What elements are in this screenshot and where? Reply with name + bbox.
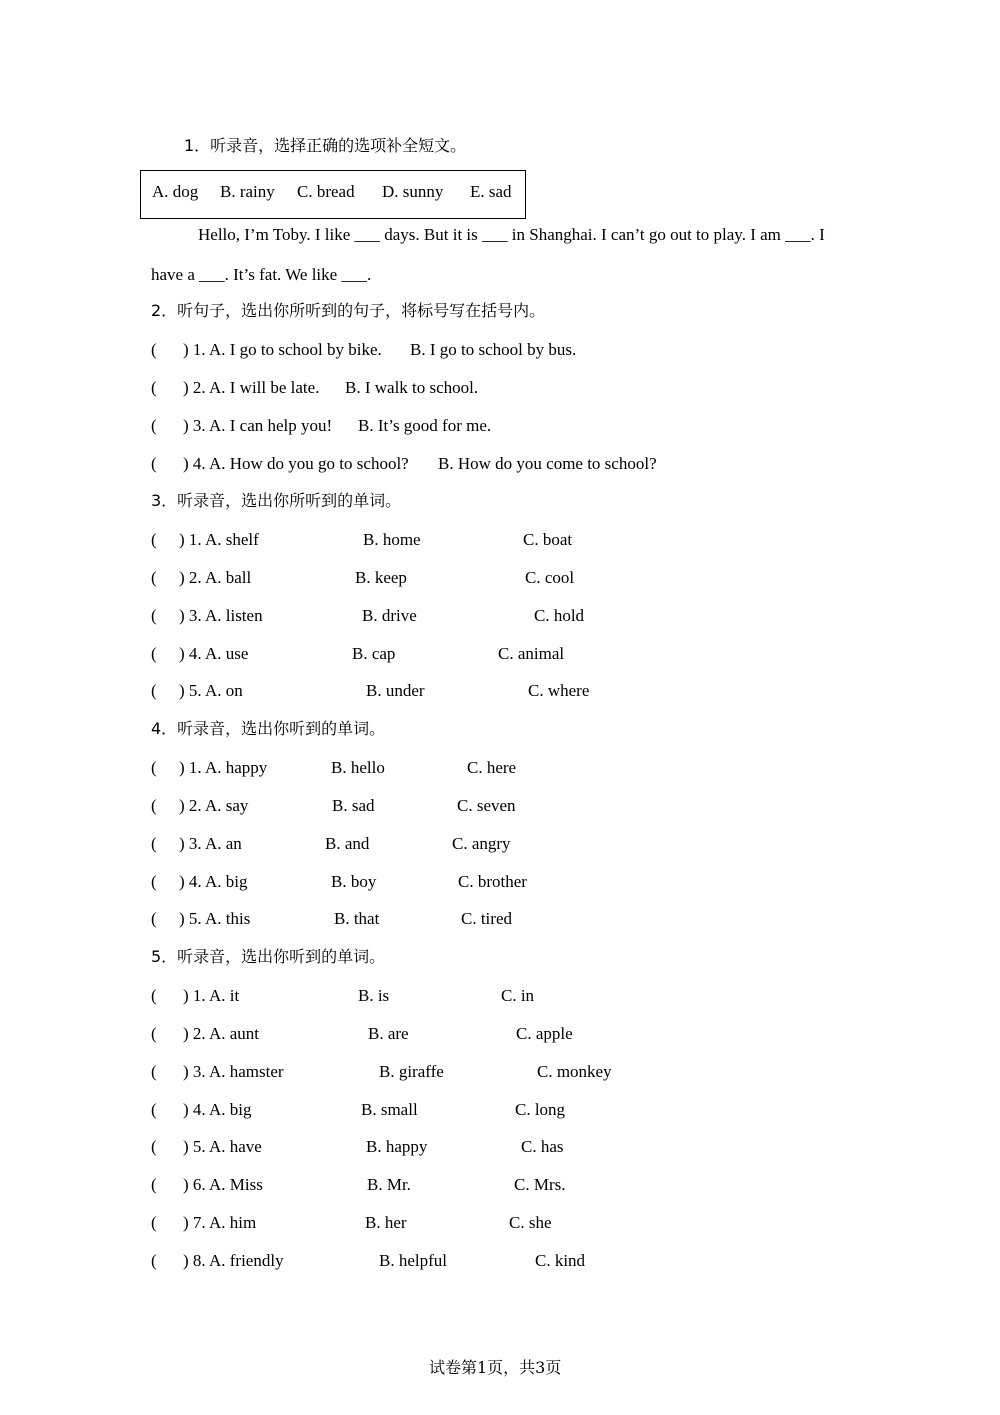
q5-item-6-a: ) 6. A. Miss bbox=[183, 1175, 263, 1194]
q5-item-7-paren: ( bbox=[151, 1213, 157, 1232]
q2-heading: 2．听句子，选出你所听到的句子，将标号写在括号内。 bbox=[151, 301, 546, 320]
q4-item-5-b: B. that bbox=[334, 909, 380, 928]
q5-item-8-b: B. helpful bbox=[379, 1251, 447, 1270]
q5-item-4-b: B. small bbox=[361, 1100, 418, 1119]
q2-item-3-b: B. It’s good for me. bbox=[358, 416, 492, 435]
q3-item-5-b: B. under bbox=[366, 681, 425, 700]
q1-option-a: A. dog bbox=[152, 182, 199, 201]
q4-item-3-b: B. and bbox=[325, 834, 370, 853]
q3-item-4-paren: ( bbox=[151, 644, 157, 663]
q3-item-3-c: C. hold bbox=[534, 606, 585, 625]
q2-item-1-paren: ( bbox=[151, 340, 157, 359]
q5-item-5-a: ) 5. A. have bbox=[183, 1137, 262, 1156]
q5-item-8-c: C. kind bbox=[535, 1251, 586, 1270]
q2-item-4-paren: ( bbox=[151, 454, 157, 473]
q4-item-1-b: B. hello bbox=[331, 758, 385, 777]
q3-item-1-b: B. home bbox=[363, 530, 421, 549]
q1-passage-line-1: Hello, I’m Toby. I like ___ days. But it is ___ in Shanghai. I can’t go out to play. I am ___. I bbox=[198, 225, 825, 244]
q5-item-2-b: B. are bbox=[368, 1024, 409, 1043]
q3-item-5-paren: ( bbox=[151, 681, 157, 700]
q2-item-1-a: ) 1. A. I go to school by bike. bbox=[183, 340, 382, 359]
q5-item-4-c: C. long bbox=[515, 1100, 566, 1119]
q1-option-b: B. rainy bbox=[220, 182, 275, 201]
q5-item-3-a: ) 3. A. hamster bbox=[183, 1062, 284, 1081]
q5-item-3-paren: ( bbox=[151, 1062, 157, 1081]
q2-item-2-a: ) 2. A. I will be late. bbox=[183, 378, 320, 397]
q4-item-4-a: ) 4. A. big bbox=[179, 872, 248, 891]
q5-item-5-c: C. has bbox=[521, 1137, 564, 1156]
q3-item-1-a: ) 1. A. shelf bbox=[179, 530, 259, 549]
q5-heading: 5．听录音，选出你听到的单词。 bbox=[151, 947, 386, 966]
q4-item-5-c: C. tired bbox=[461, 909, 512, 928]
q3-item-4-c: C. animal bbox=[498, 644, 565, 663]
q1-option-d: D. sunny bbox=[382, 182, 444, 201]
q1-option-c: C. bread bbox=[297, 182, 355, 201]
q5-item-3-b: B. giraffe bbox=[379, 1062, 444, 1081]
q5-item-7-b: B. her bbox=[365, 1213, 407, 1232]
q5-item-2-a: ) 2. A. aunt bbox=[183, 1024, 260, 1043]
q5-item-5-paren: ( bbox=[151, 1137, 157, 1156]
q2-item-3-paren: ( bbox=[151, 416, 157, 435]
q3-item-2-b: B. keep bbox=[355, 568, 407, 587]
q4-item-2-b: B. sad bbox=[332, 796, 375, 815]
q4-item-1-a: ) 1. A. happy bbox=[179, 758, 268, 777]
q5-item-2-c: C. apple bbox=[516, 1024, 573, 1043]
q5-item-6-paren: ( bbox=[151, 1175, 157, 1194]
q3-item-3-b: B. drive bbox=[362, 606, 417, 625]
q5-item-1-paren: ( bbox=[151, 986, 157, 1005]
q3-item-2-a: ) 2. A. ball bbox=[179, 568, 252, 587]
q4-item-2-paren: ( bbox=[151, 796, 157, 815]
q1-heading: 1．听录音，选择正确的选项补全短文。 bbox=[184, 136, 467, 155]
q4-item-2-a: ) 2. A. say bbox=[179, 796, 249, 815]
q4-item-4-paren: ( bbox=[151, 872, 157, 891]
q5-item-5-b: B. happy bbox=[366, 1137, 428, 1156]
q3-item-2-c: C. cool bbox=[525, 568, 575, 587]
q2-item-1-b: B. I go to school by bus. bbox=[410, 340, 577, 359]
q4-item-5-a: ) 5. A. this bbox=[179, 909, 251, 928]
q5-item-6-b: B. Mr. bbox=[367, 1175, 411, 1194]
q3-item-5-c: C. where bbox=[528, 681, 590, 700]
q4-item-4-c: C. brother bbox=[458, 872, 527, 891]
q2-item-4-a: ) 4. A. How do you go to school? bbox=[183, 454, 409, 473]
q4-item-2-c: C. seven bbox=[457, 796, 516, 815]
q5-item-7-a: ) 7. A. him bbox=[183, 1213, 257, 1232]
q5-item-3-c: C. monkey bbox=[537, 1062, 612, 1081]
q4-item-3-paren: ( bbox=[151, 834, 157, 853]
page-footer: 试卷第1页，共3页 bbox=[429, 1358, 562, 1377]
q3-item-1-paren: ( bbox=[151, 530, 157, 549]
q5-item-4-paren: ( bbox=[151, 1100, 157, 1119]
q1-option-e: E. sad bbox=[470, 182, 512, 201]
q3-item-3-a: ) 3. A. listen bbox=[179, 606, 263, 625]
q3-item-1-c: C. boat bbox=[523, 530, 573, 549]
q3-item-4-a: ) 4. A. use bbox=[179, 644, 249, 663]
q5-item-1-a: ) 1. A. it bbox=[183, 986, 240, 1005]
q4-item-3-c: C. angry bbox=[452, 834, 511, 853]
q5-item-1-b: B. is bbox=[358, 986, 390, 1005]
q2-item-2-b: B. I walk to school. bbox=[345, 378, 479, 397]
q2-item-2-paren: ( bbox=[151, 378, 157, 397]
q5-item-6-c: C. Mrs. bbox=[514, 1175, 566, 1194]
q4-heading: 4．听录音，选出你听到的单词。 bbox=[151, 719, 386, 738]
q4-item-1-paren: ( bbox=[151, 758, 157, 777]
q2-item-3-a: ) 3. A. I can help you! bbox=[183, 416, 333, 435]
q5-item-4-a: ) 4. A. big bbox=[183, 1100, 252, 1119]
q5-item-8-a: ) 8. A. friendly bbox=[183, 1251, 284, 1270]
q1-passage-line-2: have a ___. It’s fat. We like ___. bbox=[151, 265, 372, 284]
q2-item-4-b: B. How do you come to school? bbox=[438, 454, 657, 473]
q3-heading: 3．听录音，选出你所听到的单词。 bbox=[151, 491, 402, 510]
q3-item-4-b: B. cap bbox=[352, 644, 396, 663]
q4-item-3-a: ) 3. A. an bbox=[179, 834, 242, 853]
q3-item-2-paren: ( bbox=[151, 568, 157, 587]
q5-item-2-paren: ( bbox=[151, 1024, 157, 1043]
q5-item-7-c: C. she bbox=[509, 1213, 552, 1232]
q3-item-5-a: ) 5. A. on bbox=[179, 681, 243, 700]
q4-item-4-b: B. boy bbox=[331, 872, 377, 891]
q4-item-5-paren: ( bbox=[151, 909, 157, 928]
q5-item-1-c: C. in bbox=[501, 986, 535, 1005]
q4-item-1-c: C. here bbox=[467, 758, 517, 777]
q5-item-8-paren: ( bbox=[151, 1251, 157, 1270]
q3-item-3-paren: ( bbox=[151, 606, 157, 625]
